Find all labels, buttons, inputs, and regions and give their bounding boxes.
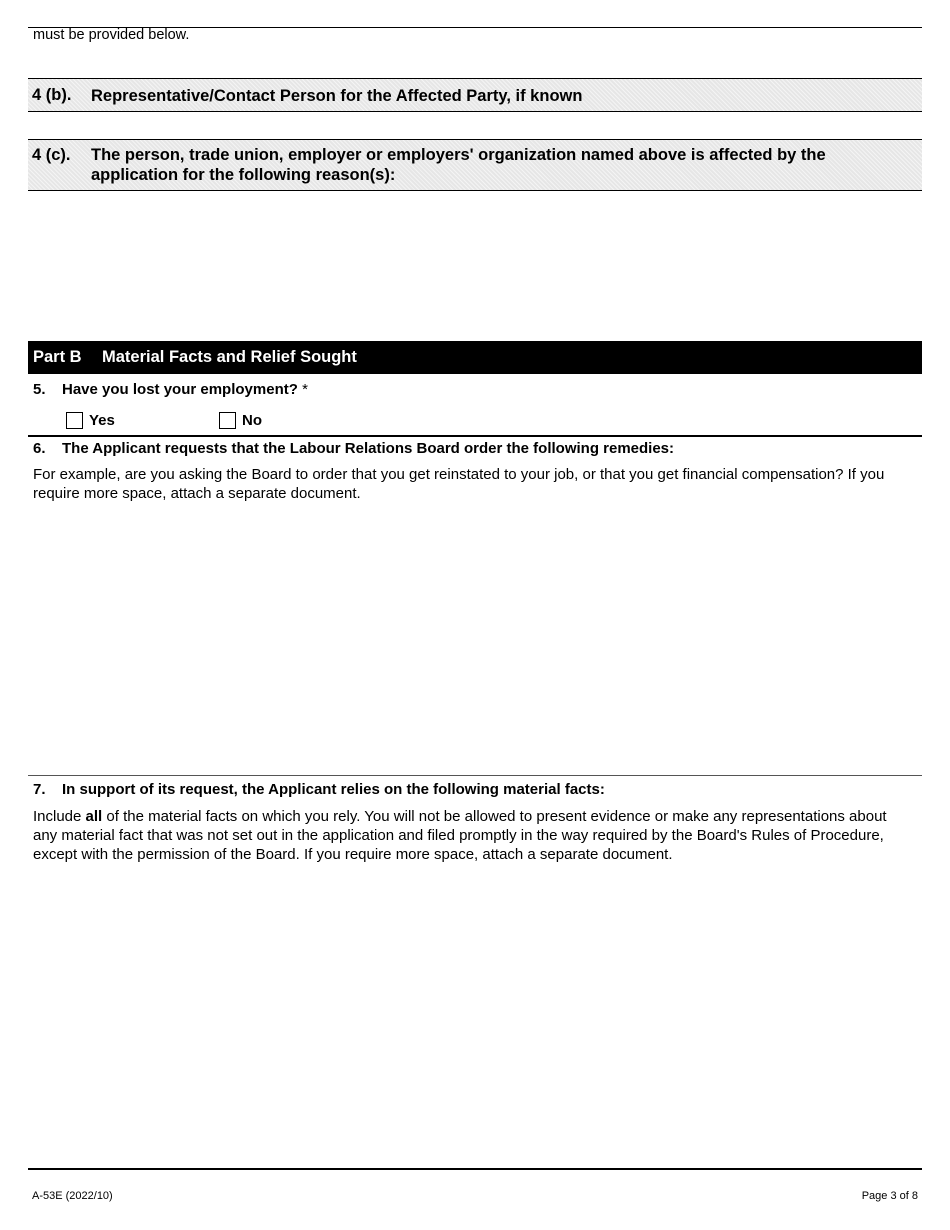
- section-4c-number: 4 (c).: [32, 146, 71, 164]
- section-4c-input-area[interactable]: [28, 192, 922, 338]
- q5-yes-label: Yes: [89, 412, 115, 429]
- q7-number: 7.: [33, 781, 46, 798]
- q6-instructions: For example, are you asking the Board to order that you get reinstated to your job, or that you get financial compensation? If you require more space, attach a separate document.: [33, 466, 885, 502]
- q5-yes-checkbox[interactable]: [66, 412, 83, 429]
- footer-divider: [28, 1168, 922, 1170]
- q5-question-text: Have you lost your employment?: [62, 381, 298, 398]
- q6-number: 6.: [33, 440, 46, 457]
- section-4b-header: [28, 78, 922, 112]
- q7-instructions-rest: of the material facts on which you rely. You will not be allowed to present evidence or make any representations about any material fact that was not set out in the application and filed promptly in the way required by the Board's Rules of Procedure, except with the permission of the Board. If you require more space, attach a separate document.: [33, 808, 887, 863]
- q7-instructions-emphasis: all: [85, 808, 103, 825]
- q5-divider: [28, 435, 922, 437]
- part-b-title: Material Facts and Relief Sought: [102, 348, 357, 366]
- continuation-text: must be provided below.: [33, 27, 190, 43]
- form-id: A-53E (2022/10): [32, 1190, 113, 1202]
- required-mark: *: [302, 381, 308, 398]
- q6-question: The Applicant requests that the Labour Relations Board order the following remedies:: [62, 440, 675, 457]
- q7-question: In support of its request, the Applicant relies on the following material facts:: [62, 781, 605, 798]
- q7-input-area[interactable]: [28, 866, 922, 1166]
- q5-question: [62, 381, 308, 398]
- section-4b-input-area[interactable]: [28, 112, 922, 138]
- section-4b-title: Representative/Contact Person for the Affected Party, if known: [91, 87, 583, 105]
- q5-number: 5.: [33, 381, 46, 398]
- q5-no-label: No: [242, 412, 262, 429]
- q6-divider: [28, 775, 922, 776]
- part-b-label: Part B: [33, 348, 82, 366]
- section-4b-number: 4 (b).: [32, 86, 72, 104]
- q6-input-area[interactable]: [28, 506, 922, 774]
- q5-no-checkbox[interactable]: [219, 412, 236, 429]
- part-b-header: [28, 341, 922, 374]
- section-4c-title: The person, trade union, employer or employers' organization named above is affected by the application for the following reason(s):: [91, 146, 826, 184]
- page-number: Page 3 of 8: [861, 1190, 918, 1202]
- q7-instructions: [33, 807, 903, 864]
- q7-instructions-start: Include: [33, 808, 86, 825]
- section-4c-header: [28, 139, 922, 191]
